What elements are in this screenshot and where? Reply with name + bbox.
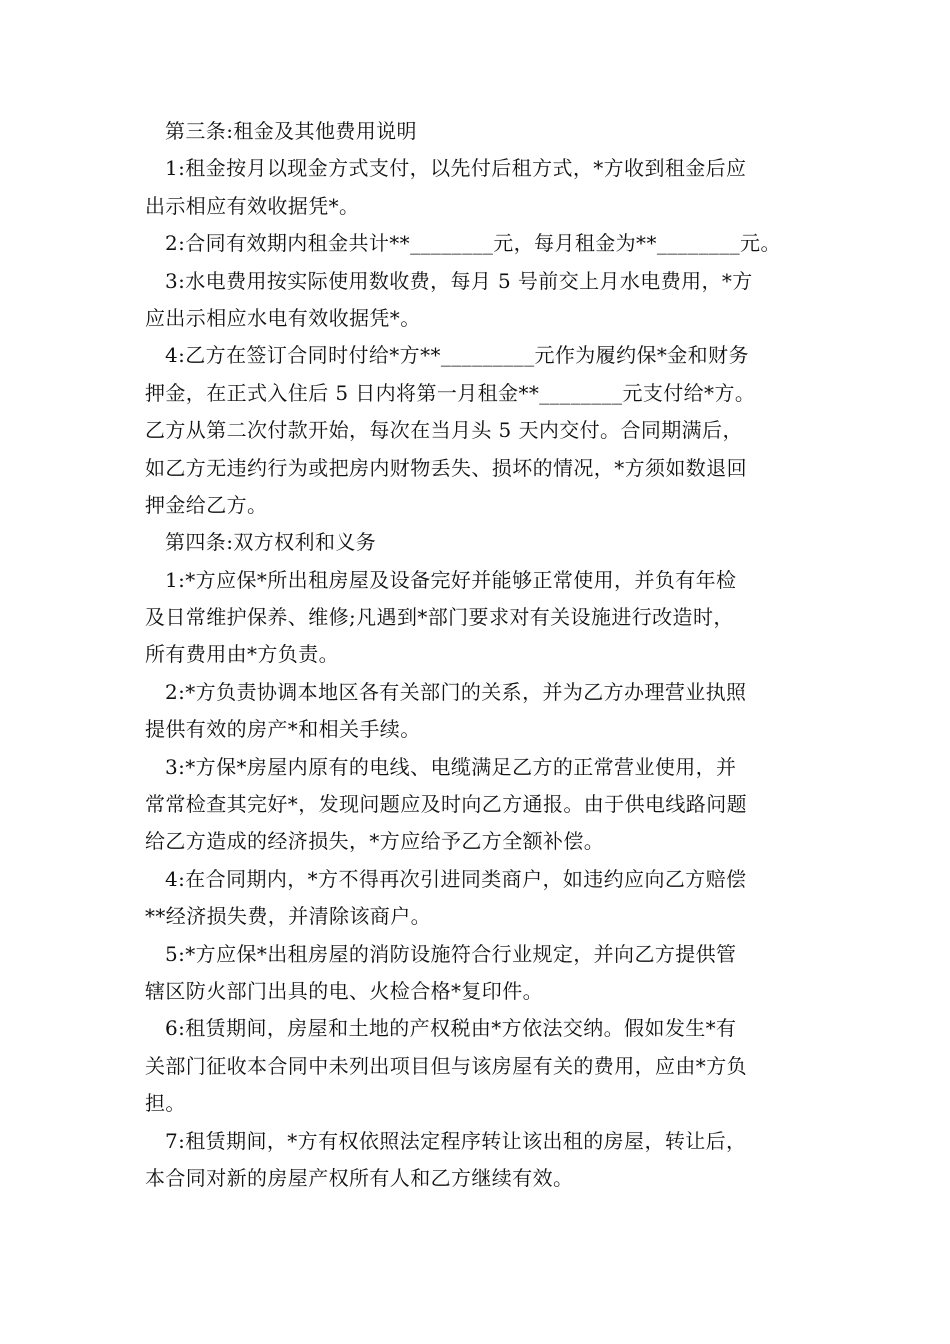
text-line: 如乙方无违约行为或把房内财物丢失、损坏的情况，*方须如数退回 xyxy=(145,455,747,480)
text-line: 应出示相应水电有效收据凭*。 xyxy=(145,305,421,330)
text-line: 4:在合同期内，*方不得再次引进同类商户，如违约应向乙方赔偿 xyxy=(165,866,747,891)
clause-4-3 xyxy=(145,749,810,861)
contract-text xyxy=(145,113,810,1197)
clause-4-6 xyxy=(145,1010,810,1122)
text-line: 辖区防火部门出具的电、火检合格*复印件。 xyxy=(145,978,543,1003)
text-line: 及日常维护保养、维修;凡遇到*部门要求对有关设施进行改造时， xyxy=(145,605,734,630)
text-line: 提供有效的房产*和相关手续。 xyxy=(145,717,421,742)
text-line: 乙方从第二次付款开始，每次在当月头 5 天内交付。合同期满后， xyxy=(145,418,743,443)
text-line: 第四条:双方权利和义务 xyxy=(165,530,377,555)
text-line: 5:*方应保*出租房屋的消防设施符合行业规定，并向乙方提供管 xyxy=(165,941,737,966)
text-line: 押金，在正式入住后 5 日内将第一月租金**________元支付给*方。 xyxy=(145,380,756,405)
clause-4-5 xyxy=(145,936,810,1011)
text-line: 给乙方造成的经济损失，*方应给予乙方全额补偿。 xyxy=(145,829,605,854)
clause-3-1 xyxy=(145,150,810,225)
section-heading-4 xyxy=(145,524,810,561)
text-line: 6:租赁期间，房屋和土地的产权税由*方依法交纳。假如发生*有 xyxy=(165,1016,737,1041)
clause-4-1 xyxy=(145,562,810,674)
text-line: 2:*方负责协调本地区各有关部门的关系，并为乙方办理营业执照 xyxy=(165,679,747,704)
text-line: 关部门征收本合同中未列出项目但与该房屋有关的费用，应由*方负 xyxy=(145,1053,747,1078)
clause-4-4 xyxy=(145,861,810,936)
text-line: 出示相应有效收据凭*。 xyxy=(145,193,360,218)
text-line: 常常检查其完好*，发现问题应及时向乙方通报。由于供电线路问题 xyxy=(145,792,747,817)
clause-4-7 xyxy=(145,1123,810,1198)
text-line: 押金给乙方。 xyxy=(145,492,268,517)
text-line: 所有费用由*方负责。 xyxy=(145,642,339,667)
clause-3-3 xyxy=(145,263,810,338)
text-line: 4:乙方在签订合同时付给*方**_________元作为履约保*金和财务 xyxy=(165,343,749,368)
text-line: 7:租赁期间，*方有权依照法定程序转让该出租的房屋，转让后， xyxy=(165,1128,747,1153)
text-line: 第三条:租金及其他费用说明 xyxy=(165,119,417,143)
clause-3-2 xyxy=(145,225,810,262)
text-line: 3:水电费用按实际使用数收费，每月 5 号前交上月水电费用，*方 xyxy=(165,268,753,293)
text-line: 2:合同有效期内租金共计**________元，每月租金为**________元。 xyxy=(165,231,781,256)
section-heading-3 xyxy=(145,113,810,150)
clause-4-2 xyxy=(145,674,810,749)
text-line: 1:*方应保*所出租房屋及设备完好并能够正常使用，并负有年检 xyxy=(165,567,737,592)
text-line: 本合同对新的房屋产权所有人和乙方继续有效。 xyxy=(145,1165,574,1190)
text-line: **经济损失费，并清除该商户。 xyxy=(145,904,431,929)
clause-3-4 xyxy=(145,337,810,524)
text-line: 3:*方保*房屋内原有的电线、电缆满足乙方的正常营业使用，并 xyxy=(165,754,737,779)
text-line: 担。 xyxy=(145,1091,186,1116)
text-line: 1:租金按月以现金方式支付，以先付后租方式，*方收到租金后应 xyxy=(165,156,747,181)
